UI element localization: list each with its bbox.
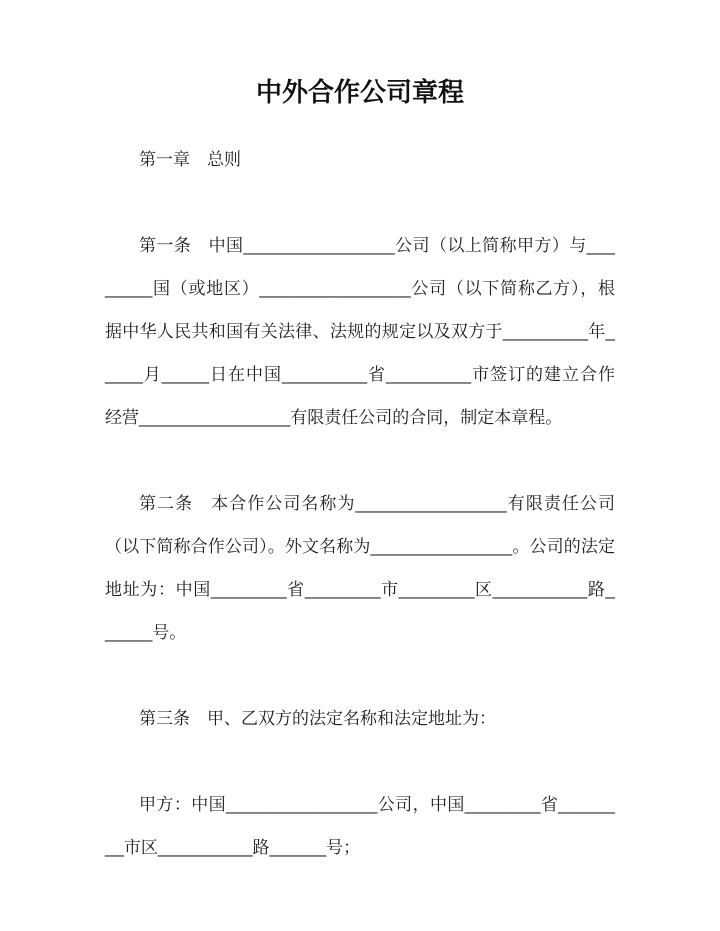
paragraph-article-1: 第一条 中国________________公司（以上简称甲方）与________国（或地区）________________公司（以下简称乙方），根据中华人民共和国有关法律、法规的规定以及双方于_________年_____月_____日在中国_________省_________市签订的建立合作经营________________有限责任公司的合同，制定本章程。 [105, 236, 615, 427]
paragraph-party-a-address: 甲方：中国________________公司，中国________省________市区__________路______号； [105, 795, 615, 857]
paragraph-article-3: 第三条 甲、乙双方的法定名称和法定地址为： [139, 709, 496, 728]
paragraph-article-2: 第二条 本合作公司名称为________________有限责任公司（以下简称合作公司）。外文名称为_______________。公司的法定地址为：中国________省________市________区__________路______号。 [105, 494, 615, 642]
chapter-heading: 第一章 总则 [139, 150, 241, 169]
document-title: 中外合作公司章程 [255, 77, 464, 107]
